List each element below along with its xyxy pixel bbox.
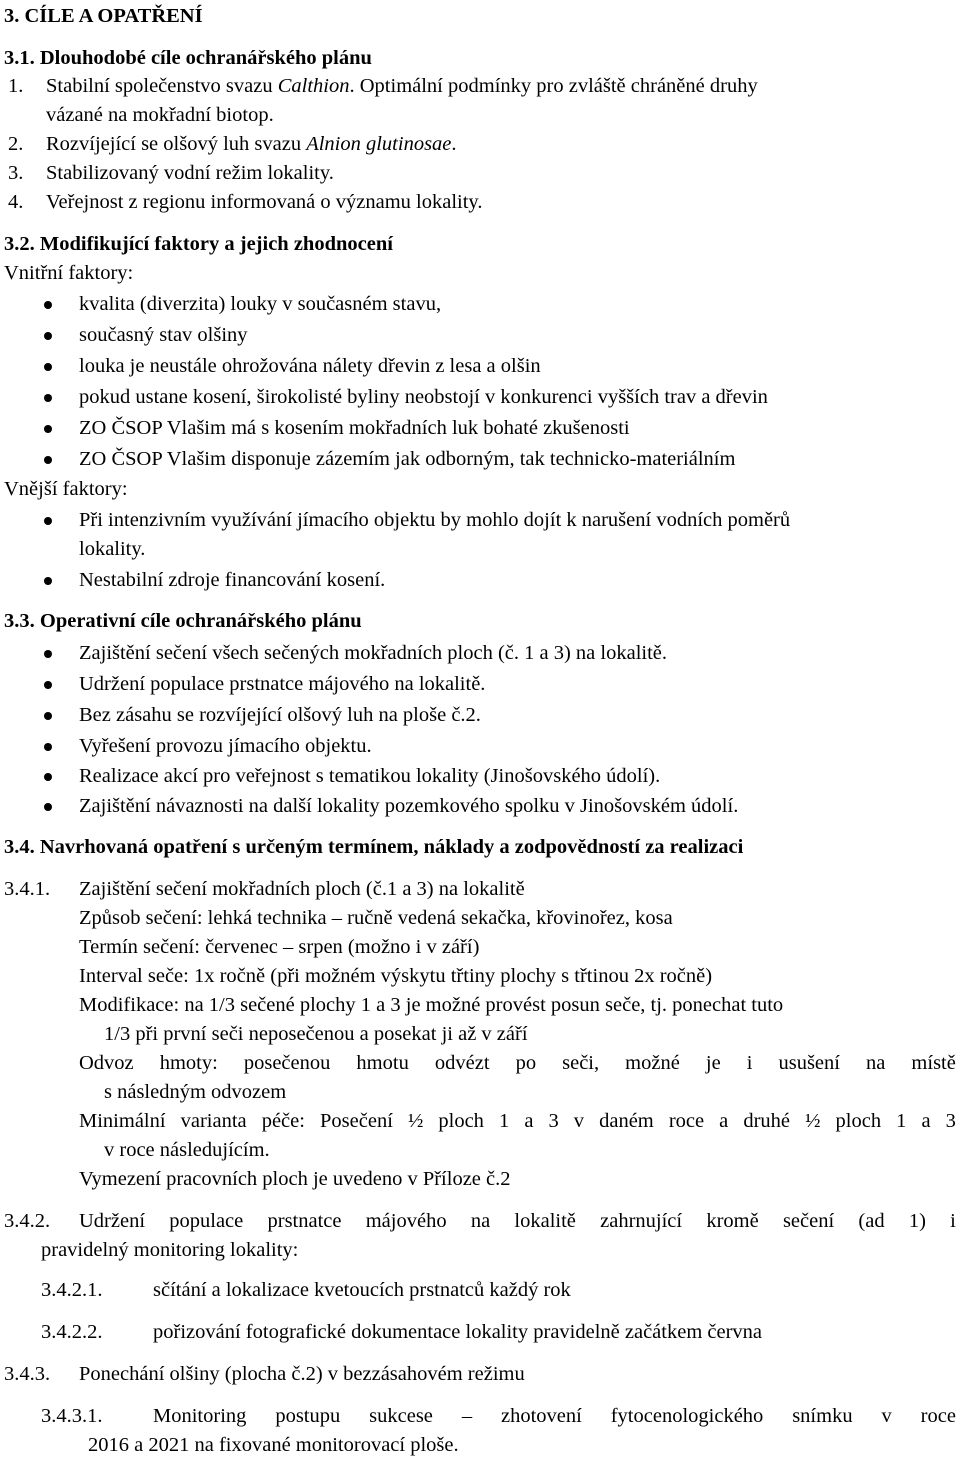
measure-num-3-4-3: 3.4.3.	[4, 1363, 51, 1385]
operative-goal-5: Realizace akcí pro veřejnost s tematikou lokality (Jinošovského údolí).	[79, 765, 661, 787]
external-factor-1: Při intenzivním využívání jímacího objektu by mohlo dojít k narušení vodních poměrů	[79, 509, 791, 531]
goal-num-4: 4.	[8, 191, 24, 213]
bullet-icon	[44, 363, 52, 371]
external-factor-2: Nestabilní zdroje financování kosení.	[79, 569, 386, 591]
subsection-title-3-4: 3.4. Navrhovaná opatření s určeným termínem, náklady a zodpovědností za realizaci	[4, 836, 744, 858]
bullet-icon	[44, 577, 52, 585]
internal-factors-label: Vnitřní faktory:	[4, 262, 134, 284]
operative-goal-4: Vyřešení provozu jímacího objektu.	[79, 735, 372, 757]
bullet-icon	[44, 681, 52, 689]
operative-goal-3: Bez zásahu se rozvíjející olšový luh na ploše č.2.	[79, 704, 481, 726]
measure-detail-method: Způsob sečení: lehká technika – ručně vedená sekačka, křovinořez, kosa	[79, 907, 673, 929]
measure-detail-areas: Vymezení pracovních ploch je uvedeno v Příloze č.2	[79, 1168, 511, 1190]
measure-text-3-4-2: Udržení populace prstnatce májového na lokalitě zahrnující kromě sečení (ad 1) i	[79, 1210, 956, 1232]
measure-text-3-4-3: Ponechání olšiny (plocha č.2) v bezzásahovém režimu	[79, 1363, 525, 1385]
submeasure-num-3-4-2-1: 3.4.2.1.	[41, 1279, 103, 1301]
external-factor-1-cont: lokality.	[79, 538, 146, 560]
bullet-icon	[44, 773, 52, 781]
operative-goal-6: Zajištění návaznosti na další lokality pozemkového spolku v Jinošovském údolí.	[79, 795, 739, 817]
bullet-icon	[44, 394, 52, 402]
internal-factor-6: ZO ČSOP Vlašim disponuje zázemím jak odborným, tak technicko-materiálním	[79, 448, 736, 470]
measure-detail-minimum-cont: v roce následujícím.	[104, 1139, 270, 1161]
internal-factor-3: louka je neustále ohrožována nálety dřevin z lesa a olšin	[79, 355, 541, 377]
external-factors-label: Vnější faktory:	[4, 478, 128, 500]
bullet-icon	[44, 301, 52, 309]
bullet-icon	[44, 517, 52, 525]
measure-detail-term: Termín sečení: červenec – srpen (možno i v září)	[79, 936, 480, 958]
goal-text-4: Veřejnost z regionu informovaná o významu lokality.	[46, 191, 483, 213]
measure-num-3-4-1: 3.4.1.	[4, 878, 51, 900]
measure-detail-modification-cont: 1/3 při první seči neposečenou a posekat ji až v září	[104, 1023, 528, 1045]
subsection-title-3-3: 3.3. Operativní cíle ochranářského plánu	[4, 610, 362, 632]
submeasure-num-3-4-2-2: 3.4.2.2.	[41, 1321, 103, 1343]
bullet-icon	[44, 743, 52, 751]
operative-goal-1: Zajištění sečení všech sečených mokřadních ploch (č. 1 a 3) na lokalitě.	[79, 642, 668, 664]
bullet-icon	[44, 650, 52, 658]
internal-factor-1: kvalita (diverzita) louky v současném stavu,	[79, 293, 442, 315]
goal-text-3: Stabilizovaný vodní režim lokality.	[46, 162, 334, 184]
bullet-icon	[44, 332, 52, 340]
submeasure-num-3-4-3-1: 3.4.3.1.	[41, 1405, 103, 1427]
section-heading: 3. CÍLE A OPATŘENÍ	[4, 5, 203, 27]
measure-detail-interval: Interval seče: 1x ročně (při možném výskytu třtiny plochy s třtinou 2x ročně)	[79, 965, 713, 987]
submeasure-text-3-4-2-2: pořizování fotografické dokumentace lokality pravidelně začátkem června	[153, 1321, 763, 1343]
internal-factor-5: ZO ČSOP Vlašim má s kosením mokřadních luk bohaté zkušenosti	[79, 417, 630, 439]
measure-detail-removal: Odvoz hmoty: posečenou hmotu odvézt po seči, možné je i usušení na místě	[79, 1052, 956, 1074]
measure-detail-minimum: Minimální varianta péče: Posečení ½ ploch 1 a 3 v daném roce a druhé ½ ploch 1 a 3	[79, 1110, 956, 1132]
bullet-icon	[44, 712, 52, 720]
measure-num-3-4-2: 3.4.2.	[4, 1210, 51, 1232]
goal-text-2: Rozvíjející se olšový luh svazu Alnion glutinosae.	[46, 133, 457, 155]
bullet-icon	[44, 425, 52, 433]
submeasure-text-3-4-3-1-cont: 2016 a 2021 na fixované monitorovací ploše.	[88, 1434, 459, 1456]
internal-factor-4: pokud ustane kosení, širokolisté byliny neobstojí v konkurenci vyšších trav a dřevin	[79, 386, 768, 408]
bullet-icon	[44, 803, 52, 811]
goal-text-1-cont: vázané na mokřadní biotop.	[46, 104, 274, 126]
goal-num-2: 2.	[8, 133, 24, 155]
measure-detail-removal-cont: s následným odvozem	[104, 1081, 287, 1103]
goal-text-1: Stabilní společenstvo svazu Calthion. Optimální podmínky pro zvláště chráněné druhy	[46, 75, 758, 97]
measure-title-3-4-1: Zajištění sečení mokřadních ploch (č.1 a 3) na lokalitě	[79, 878, 525, 900]
measure-text-3-4-2-cont: pravidelný monitoring lokality:	[41, 1239, 299, 1261]
subsection-title-3-2: 3.2. Modifikující faktory a jejich zhodnocení	[4, 233, 393, 255]
operative-goal-2: Udržení populace prstnatce májového na lokalitě.	[79, 673, 486, 695]
submeasure-text-3-4-2-1: sčítání a lokalizace kvetoucích prstnatců každý rok	[153, 1279, 571, 1301]
subsection-title-3-1: 3.1. Dlouhodobé cíle ochranářského plánu	[4, 47, 372, 69]
internal-factor-2: současný stav olšiny	[79, 324, 248, 346]
bullet-icon	[44, 456, 52, 464]
goal-num-1: 1.	[8, 75, 24, 97]
goal-num-3: 3.	[8, 162, 24, 184]
measure-detail-modification: Modifikace: na 1/3 sečené plochy 1 a 3 je možné provést posun seče, tj. ponechat tuto	[79, 994, 784, 1016]
submeasure-text-3-4-3-1: Monitoring postupu sukcese – zhotovení fytocenologického snímku v roce	[153, 1405, 956, 1427]
